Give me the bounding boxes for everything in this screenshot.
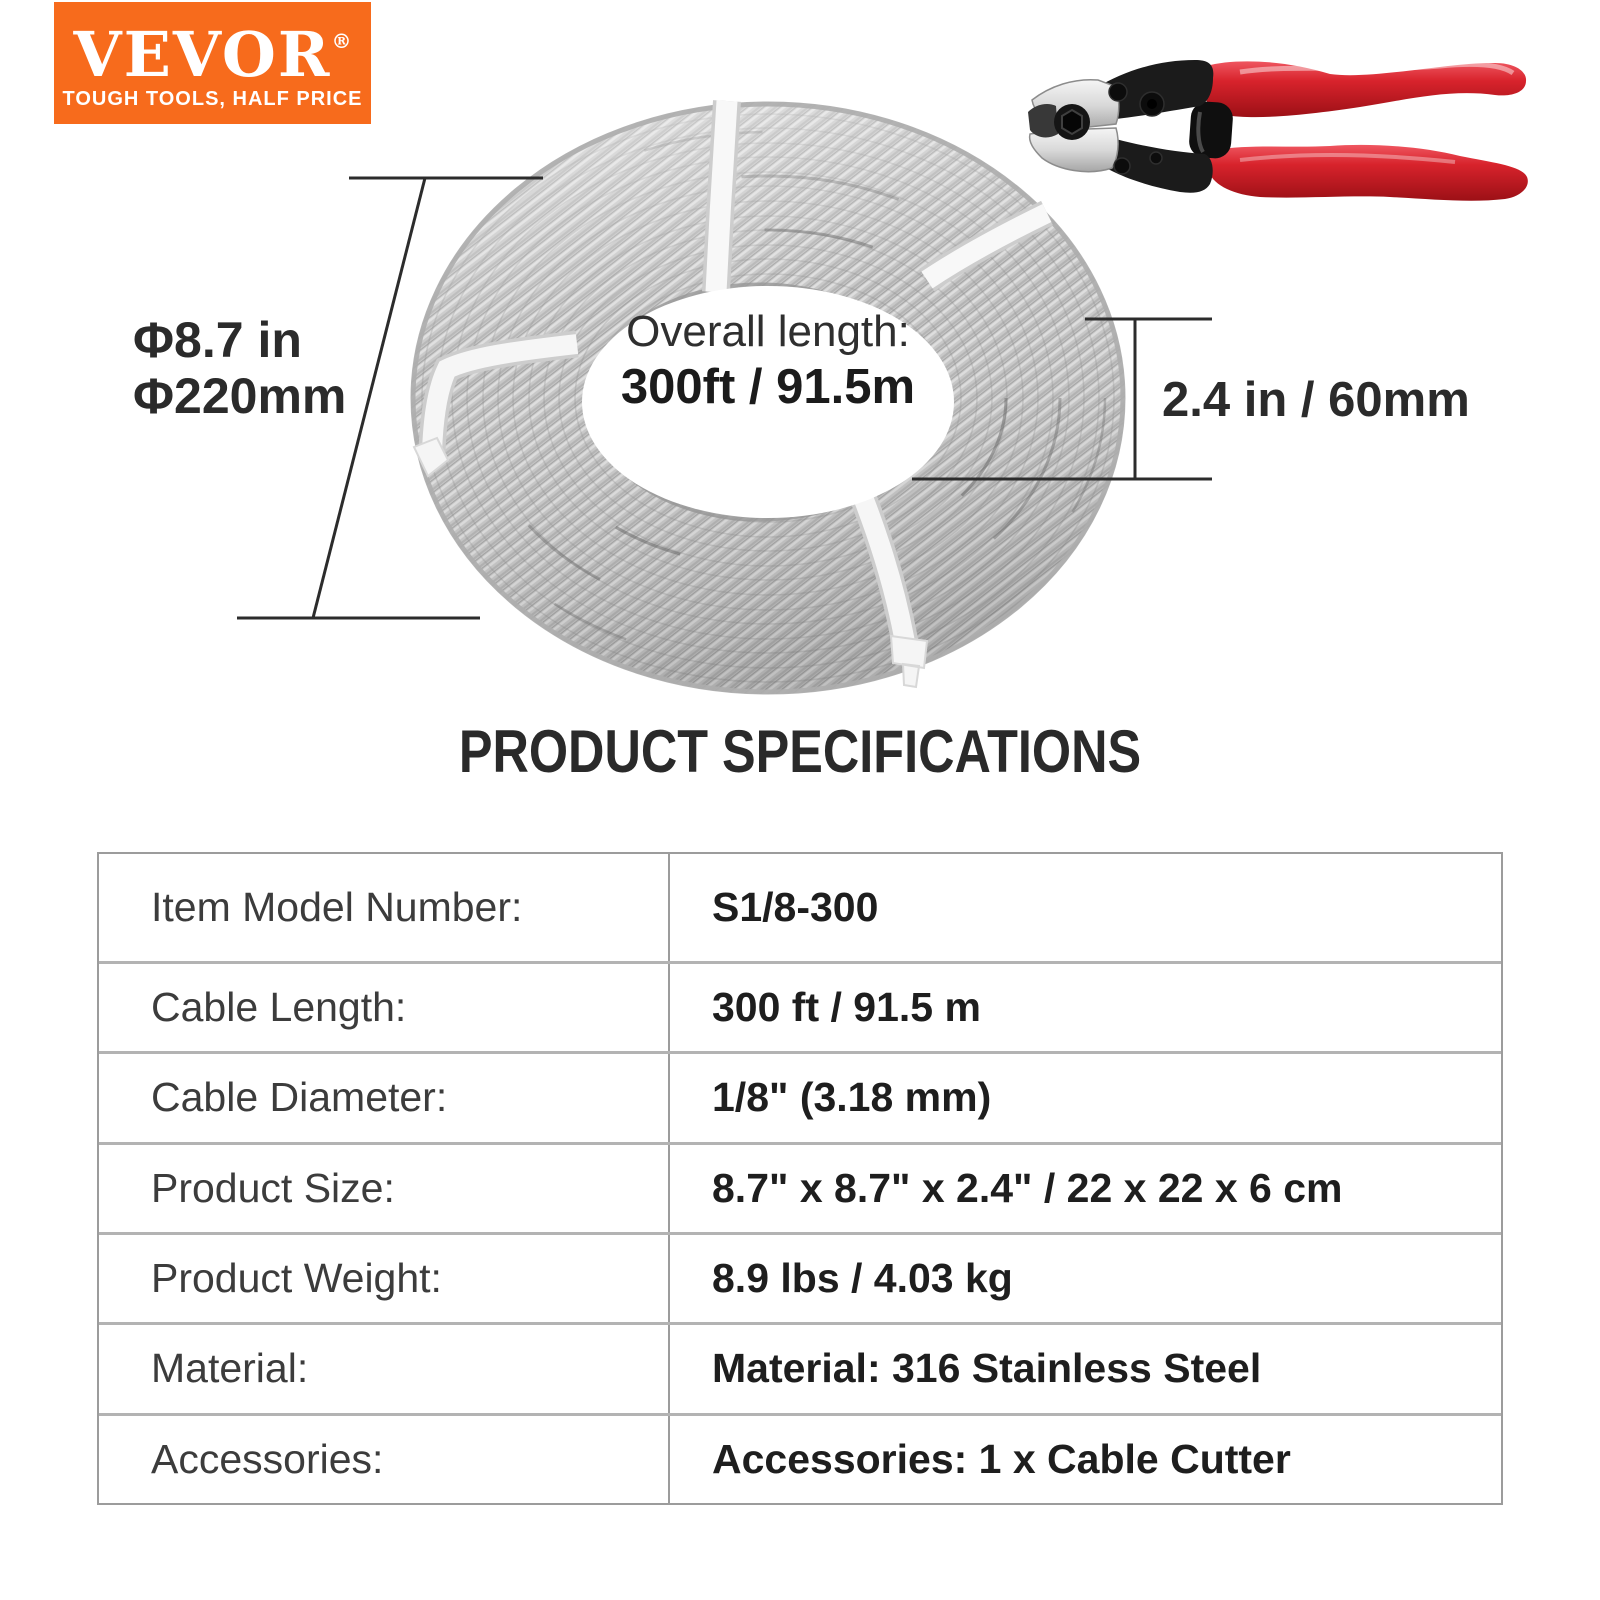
cutter-screw bbox=[1114, 158, 1130, 174]
cable-tie-clasp-bottom bbox=[891, 636, 927, 687]
overall-length-caption: Overall length: bbox=[626, 307, 910, 356]
overall-length-label bbox=[568, 308, 968, 413]
spec-label: Cable Length: bbox=[99, 964, 670, 1051]
cutter-screw bbox=[1150, 152, 1162, 164]
cutter-blade-notch bbox=[1028, 104, 1058, 137]
diameter-millimeters: Φ220mm bbox=[133, 368, 347, 424]
cutter-lower-handle bbox=[1207, 145, 1528, 201]
spec-label: Accessories: bbox=[99, 1416, 670, 1503]
spec-value: 300 ft / 91.5 m bbox=[712, 984, 981, 1031]
brand-name-text: VEVOR bbox=[73, 18, 332, 91]
table-row bbox=[99, 1322, 1501, 1412]
table-row bbox=[99, 1413, 1501, 1503]
spec-value: Material: 316 Stainless Steel bbox=[712, 1345, 1262, 1392]
diameter-inches: Φ8.7 in bbox=[133, 312, 302, 368]
spec-label: Product Weight: bbox=[99, 1235, 670, 1322]
spec-value: 8.7" x 8.7" x 2.4" / 22 x 22 x 6 cm bbox=[712, 1164, 1343, 1211]
table-row bbox=[99, 1142, 1501, 1232]
cutter-screw bbox=[1109, 83, 1127, 101]
spec-label: Product Size: bbox=[99, 1145, 670, 1232]
overall-length-value: 300ft / 91.5m bbox=[620, 360, 916, 414]
cable-tie-top bbox=[716, 101, 727, 292]
spec-label: Cable Diameter: bbox=[99, 1054, 670, 1141]
registered-mark: ® bbox=[331, 29, 352, 53]
spec-value: 8.9 lbs / 4.03 kg bbox=[712, 1255, 1013, 1302]
table-row bbox=[99, 1232, 1501, 1322]
cutter-pivot-spring bbox=[1188, 101, 1234, 160]
table-row bbox=[99, 961, 1501, 1051]
spec-value: 1/8" (3.18 mm) bbox=[712, 1074, 992, 1121]
section-title: PRODUCT SPECIFICATIONS bbox=[458, 718, 1142, 785]
cable-cutter-image bbox=[1028, 60, 1528, 201]
brand-tagline: TOUGH TOOLS, HALF PRICE bbox=[62, 88, 363, 110]
diameter-dimension-label bbox=[133, 312, 346, 424]
spec-value: Accessories: 1 x Cable Cutter bbox=[712, 1435, 1291, 1482]
spec-value: S1/8-300 bbox=[712, 884, 879, 930]
table-row bbox=[99, 1051, 1501, 1141]
specifications-table bbox=[97, 852, 1503, 1505]
spec-label: Material: bbox=[99, 1325, 670, 1412]
height-dimension-label: 2.4 in / 60mm bbox=[1162, 373, 1470, 427]
table-row bbox=[99, 854, 1501, 961]
spec-label: Item Model Number: bbox=[99, 854, 670, 961]
